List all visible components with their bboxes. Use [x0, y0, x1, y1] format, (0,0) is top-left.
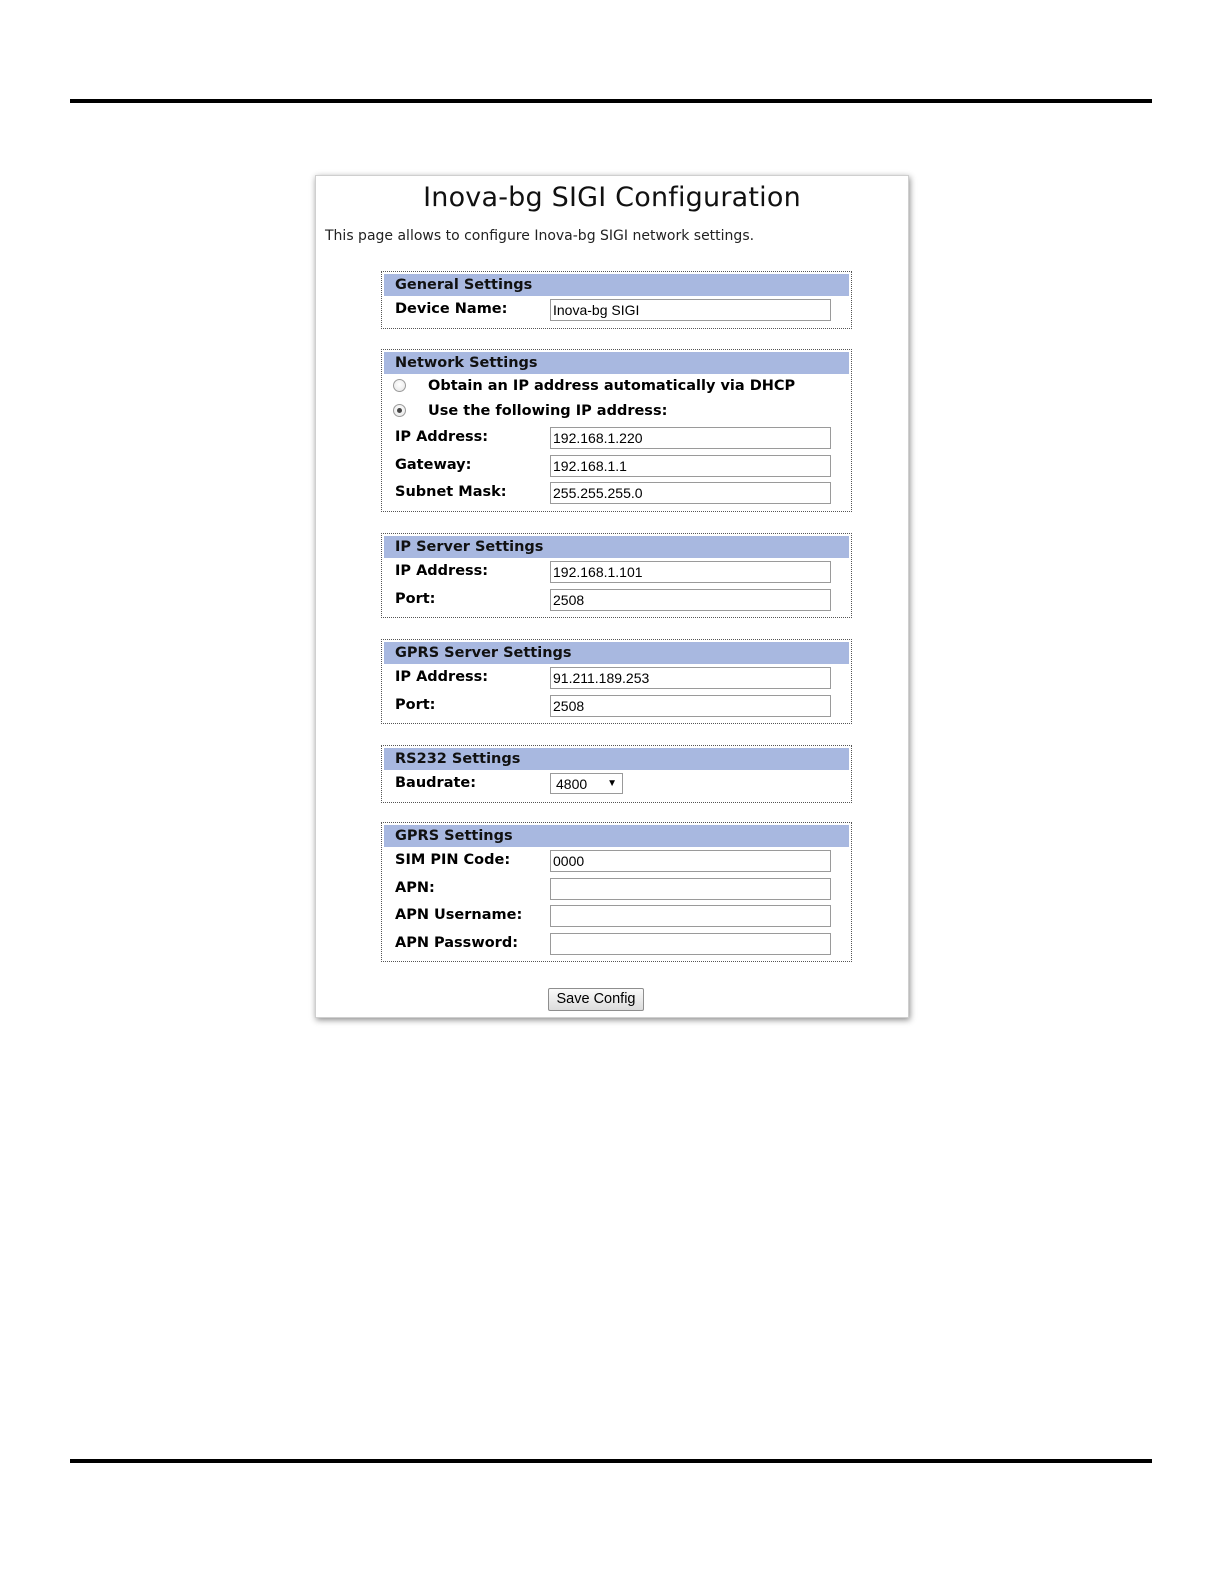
gprs-settings-legend: GPRS Settings: [384, 825, 849, 847]
baudrate-label: Baudrate:: [395, 775, 477, 791]
ip-server-port-row: [384, 586, 849, 614]
sim-pin-label: SIM PIN Code:: [395, 852, 511, 868]
device-name-input[interactable]: [550, 299, 831, 321]
top-rule: [70, 99, 1152, 103]
gprs-server-address-input[interactable]: [550, 667, 831, 689]
subnet-mask-label: Subnet Mask:: [395, 484, 507, 500]
rs232-settings-group: [381, 745, 852, 803]
apn-username-label: APN Username:: [395, 907, 523, 923]
ip-address-row: [384, 424, 849, 452]
ip-server-settings-legend: IP Server Settings: [384, 536, 849, 558]
apn-password-input[interactable]: [550, 933, 831, 955]
ip-address-label: IP Address:: [395, 429, 489, 445]
ip-server-port-label: Port:: [395, 590, 436, 607]
static-ip-radio[interactable]: [393, 404, 406, 417]
gprs-server-port-input[interactable]: [550, 695, 831, 717]
bottom-rule: [70, 1459, 1152, 1463]
device-name-label: Device Name:: [395, 301, 508, 317]
dhcp-radio-label[interactable]: Obtain an IP address automatically via DHCP: [428, 378, 796, 394]
page-title: Inova-bg SIGI Configuration: [423, 182, 801, 213]
apn-row: [384, 875, 849, 903]
dropdown-arrow-icon: ▼: [607, 778, 617, 789]
gprs-server-address-label: IP Address:: [395, 669, 489, 685]
apn-username-row: [384, 902, 849, 930]
subnet-mask-input[interactable]: [550, 482, 831, 504]
dhcp-option[interactable]: [384, 374, 849, 399]
general-settings-legend: General Settings: [384, 274, 849, 296]
apn-password-label: APN Password:: [395, 934, 519, 951]
apn-label: APN:: [395, 879, 435, 896]
general-settings-group: [381, 271, 852, 329]
ip-server-address-row: [384, 558, 849, 586]
gprs-server-port-label: Port:: [395, 696, 436, 713]
baudrate-select[interactable]: [550, 773, 623, 794]
gateway-row: [384, 452, 849, 480]
save-config-button[interactable]: Save Config: [548, 988, 644, 1011]
ip-address-input[interactable]: [550, 427, 831, 449]
apn-username-input[interactable]: [550, 905, 831, 927]
gprs-server-settings-group: [381, 639, 852, 724]
apn-input[interactable]: [550, 878, 831, 900]
gateway-label: Gateway:: [395, 456, 472, 473]
rs232-settings-legend: RS232 Settings: [384, 748, 849, 770]
ip-server-port-input[interactable]: [550, 589, 831, 611]
ip-server-address-label: IP Address:: [395, 563, 489, 579]
gprs-server-port-row: [384, 692, 849, 720]
sim-pin-input[interactable]: [550, 850, 831, 872]
ip-server-settings-group: [381, 533, 852, 618]
gprs-settings-group: [381, 822, 852, 962]
baudrate-selected-value: 4800: [556, 776, 588, 792]
network-settings-group: [381, 349, 852, 512]
config-window: [315, 175, 909, 1018]
network-settings-legend: Network Settings: [384, 352, 849, 374]
device-name-row: [384, 296, 849, 324]
baudrate-row: [384, 770, 849, 798]
sim-pin-row: [384, 847, 849, 875]
ip-server-address-input[interactable]: [550, 561, 831, 583]
page-intro: This page allows to configure Inova-bg SIGI network settings.: [325, 228, 755, 244]
static-ip-option[interactable]: [384, 399, 849, 424]
gprs-server-settings-legend: GPRS Server Settings: [384, 642, 849, 664]
gateway-input[interactable]: [550, 455, 831, 477]
dhcp-radio[interactable]: [393, 379, 406, 392]
gprs-server-address-row: [384, 664, 849, 692]
static-ip-radio-label[interactable]: Use the following IP address:: [428, 403, 668, 419]
subnet-mask-row: [384, 479, 849, 507]
apn-password-row: [384, 930, 849, 958]
